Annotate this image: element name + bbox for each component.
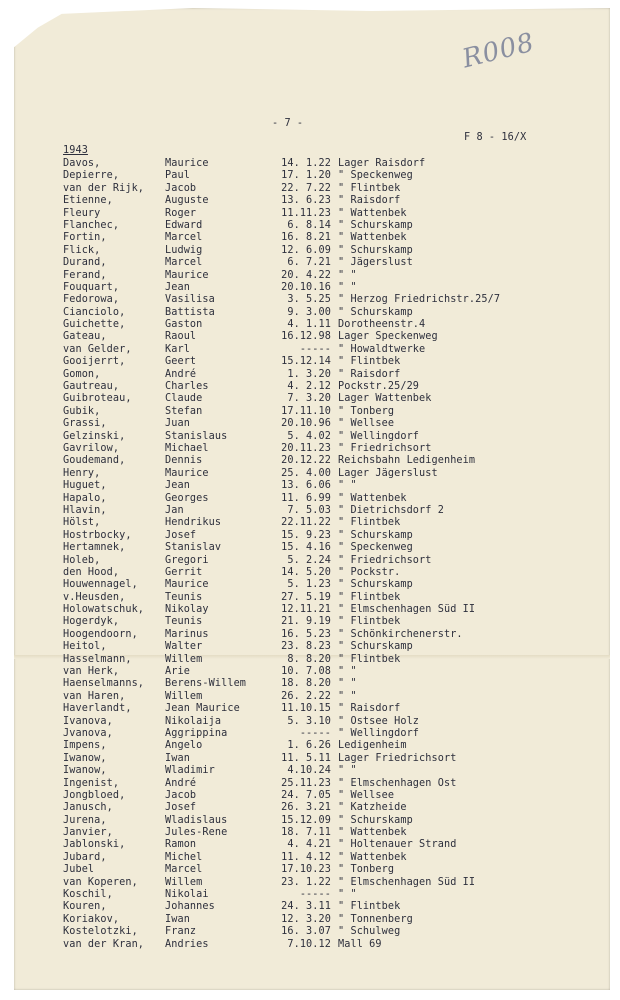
entry-surname: Fedorowa, — [63, 294, 120, 306]
entry-surname: Henry, — [63, 467, 101, 479]
entry-given-name: Aggrippina — [165, 727, 228, 739]
entry-birth-date: 10. 7.08 — [281, 666, 331, 678]
entry-location: " Wattenbek — [338, 207, 407, 219]
entry-surname: Davos, — [63, 158, 101, 169]
entry-location: " Flintbek — [338, 517, 401, 529]
entry-location: " Wellsee — [338, 418, 395, 430]
entry-birth-date: ----- — [299, 343, 331, 355]
entry-location: Ledigenheim — [338, 740, 407, 752]
entry-given-name: Jean — [165, 281, 190, 293]
entry-surname: Huguet, — [63, 480, 107, 492]
entry-location: Lager Speckenweg — [338, 331, 438, 343]
entry-location: Lager Raisdorf — [338, 158, 426, 169]
entry-birth-date: 4. 1.11 — [287, 319, 331, 331]
entry-given-name: Josef — [165, 802, 197, 814]
entry-given-name: Nikolaija — [165, 715, 222, 727]
entry-given-name: Battista — [165, 306, 215, 318]
entry-given-name: Jacob — [165, 182, 197, 194]
entry-given-name: Juan — [165, 418, 190, 430]
entry-surname: Jvanova, — [63, 727, 113, 739]
entry-given-name: Nikolai — [165, 889, 209, 901]
entry-surname: Jablonski, — [63, 839, 126, 851]
entry-surname: v.Heusden, — [63, 591, 126, 603]
entry-surname: van der Kran, — [63, 938, 145, 950]
entry-location: " Schurskamp — [338, 529, 413, 541]
entry-surname: Jongbloed, — [63, 789, 126, 801]
entry-birth-date: 13. 6.23 — [281, 195, 331, 207]
entry-given-name: Wladislaus — [165, 814, 228, 826]
archive-pencil-mark: R008 — [459, 27, 538, 75]
entry-given-name: Michael — [165, 442, 209, 454]
entry-given-name: Roger — [165, 207, 197, 219]
entry-surname: Fleury — [63, 207, 101, 219]
entry-given-name: Marcel — [165, 232, 203, 244]
entry-given-name: Dennis — [165, 455, 203, 467]
entry-given-name: Jacob — [165, 789, 197, 801]
entry-given-name: Edward — [165, 219, 203, 231]
entry-given-name: Hendrikus — [165, 517, 222, 529]
entry-surname: Holowatschuk, — [63, 604, 145, 616]
entry-surname: Hapalo, — [63, 492, 107, 504]
entry-location: " Schurskamp — [338, 641, 413, 653]
entry-surname: Koriakov, — [63, 913, 120, 925]
entry-location: Reichsbahn Ledigenheim — [338, 455, 476, 467]
entry-surname: Janvier, — [63, 827, 113, 839]
entry-birth-date: 8. 8.20 — [287, 653, 331, 665]
entry-birth-date: 7. 5.03 — [287, 504, 331, 516]
entry-birth-date: 6. 7.21 — [287, 257, 331, 269]
entry-location: " Schulweg — [338, 926, 401, 938]
entry-birth-date: 15.12.14 — [281, 356, 331, 368]
entry-surname: Gavrilow, — [63, 442, 120, 454]
entry-location: Lager Friedrichsort — [338, 752, 457, 764]
entry-location: " Friedrichsort — [338, 442, 432, 454]
entry-given-name: Maurice — [165, 269, 209, 281]
entry-birth-date: 22.11.22 — [281, 517, 331, 529]
entry-surname: Holeb, — [63, 554, 101, 566]
entry-surname: Gomon, — [63, 368, 101, 380]
entry-surname: Fouquart, — [63, 281, 120, 293]
entry-birth-date: 20.12.22 — [281, 455, 331, 467]
entry-surname: van Haren, — [63, 690, 126, 702]
entry-given-name: Auguste — [165, 195, 209, 207]
entry-birth-date: 11.11.23 — [281, 207, 331, 219]
entry-given-name: Geert — [165, 356, 197, 368]
entry-surname: Hlavin, — [63, 504, 107, 516]
entry-given-name: Gaston — [165, 319, 203, 331]
entry-given-name: Stefan — [165, 405, 203, 417]
entry-location: " Wattenbek — [338, 827, 407, 839]
entry-birth-date: 12. 3.20 — [281, 913, 331, 925]
entry-birth-date: 22. 7.22 — [281, 182, 331, 194]
entry-given-name: Maurice — [165, 467, 209, 479]
entry-location: " Schurskamp — [338, 244, 413, 256]
entry-given-name: Marcel — [165, 864, 203, 876]
entry-location: " Holtenauer Strand — [338, 839, 457, 851]
entry-birth-date: 11. 4.12 — [281, 851, 331, 863]
entry-birth-date: 12.11.21 — [281, 604, 331, 616]
entry-surname: Hoogendoorn, — [63, 628, 138, 640]
entry-surname: Jubel — [63, 864, 95, 876]
entry-surname: Hasselmann, — [63, 653, 132, 665]
entry-given-name: Raoul — [165, 331, 197, 343]
entry-birth-date: 25.11.23 — [281, 777, 331, 789]
entry-given-name: Arie — [165, 666, 190, 678]
entry-birth-date: 7.10.12 — [287, 938, 331, 950]
entry-surname: Ferand, — [63, 269, 107, 281]
entry-given-name: André — [165, 777, 197, 789]
entry-birth-date: 16. 3.07 — [281, 926, 331, 938]
entry-birth-date: 4.10.24 — [287, 765, 331, 777]
entry-birth-date: 1. 6.26 — [287, 740, 331, 752]
entry-birth-date: 20. 4.22 — [281, 269, 331, 281]
entry-given-name: Josef — [165, 529, 197, 541]
entry-birth-date: 25. 4.00 — [281, 467, 331, 479]
entry-birth-date: 3. 5.25 — [287, 294, 331, 306]
entry-given-name: Jean — [165, 480, 190, 492]
entry-location: " Elmschenhagen Süd II — [338, 876, 476, 888]
entry-birth-date: 17.11.10 — [281, 405, 331, 417]
entry-birth-date: 5. 3.10 — [287, 715, 331, 727]
entry-surname: Hertamnek, — [63, 542, 126, 554]
entry-given-name: Wladimir — [165, 765, 215, 777]
entry-given-name: Charles — [165, 381, 209, 393]
entry-birth-date: 26. 3.21 — [281, 802, 331, 814]
entry-given-name: Iwan — [165, 913, 190, 925]
entry-birth-date: 5. 2.24 — [287, 554, 331, 566]
entry-given-name: Nikolay — [165, 604, 209, 616]
entry-birth-date: 16. 5.23 — [281, 628, 331, 640]
entry-birth-date: 13. 6.06 — [281, 480, 331, 492]
entry-birth-date: 11.10.15 — [281, 703, 331, 715]
entry-location: " Speckenweg — [338, 170, 413, 182]
entry-surname: Gautreau, — [63, 381, 120, 393]
entry-location: " Tonberg — [338, 864, 395, 876]
entry-surname: Fortin, — [63, 232, 107, 244]
entry-birth-date: 17. 1.20 — [281, 170, 331, 182]
entry-birth-date: 15. 4.16 — [281, 542, 331, 554]
entry-surname: Etienne, — [63, 195, 113, 207]
entry-location: " " — [338, 480, 357, 492]
entry-birth-date: 16.12.98 — [281, 331, 331, 343]
entry-location: " Katzheide — [338, 802, 407, 814]
entry-given-name: Willem — [165, 876, 203, 888]
entry-given-name: Stanislav — [165, 542, 222, 554]
entry-given-name: Berens-Willem — [165, 678, 247, 690]
entry-location: " Ostsee Holz — [338, 715, 420, 727]
entry-given-name: Ludwig — [165, 244, 203, 256]
entry-location: Lager Wattenbek — [338, 393, 432, 405]
entry-birth-date: 11. 5.11 — [281, 752, 331, 764]
entry-birth-date: 20.11.23 — [281, 442, 331, 454]
entry-birth-date: 4. 2.12 — [287, 381, 331, 393]
entry-given-name: Ramon — [165, 839, 197, 851]
entry-location: " Speckenweg — [338, 542, 413, 554]
entry-given-name: Franz — [165, 926, 197, 938]
entry-birth-date: 18. 8.20 — [281, 678, 331, 690]
entry-surname: Koschil, — [63, 889, 113, 901]
entry-surname: Kostelotzki, — [63, 926, 138, 938]
entry-birth-date: 15.12.09 — [281, 814, 331, 826]
entry-location: " Jägerslust — [338, 257, 413, 269]
entry-location: " " — [338, 281, 357, 293]
entry-birth-date: 24. 3.11 — [281, 901, 331, 913]
entry-birth-date: 21. 9.19 — [281, 616, 331, 628]
entry-surname: Hogerdyk, — [63, 616, 120, 628]
entry-location: " " — [338, 666, 357, 678]
entry-location: Mall 69 — [338, 938, 382, 950]
entry-surname: Jurena, — [63, 814, 107, 826]
entry-location: " Raisdorf — [338, 703, 401, 715]
entry-location: " Herzog Friedrichstr.25/7 — [338, 294, 501, 306]
entry-surname: Flanchec, — [63, 219, 120, 231]
entry-birth-date: 15. 9.23 — [281, 529, 331, 541]
entry-location: " Flintbek — [338, 356, 401, 368]
entry-surname: Gubik, — [63, 405, 101, 417]
entry-given-name: Maurice — [165, 579, 209, 591]
entry-birth-date: 6. 8.14 — [287, 219, 331, 231]
entry-surname: Cianciolo, — [63, 306, 126, 318]
entry-birth-date: 5. 4.02 — [287, 430, 331, 442]
entry-location: " Raisdorf — [338, 195, 401, 207]
entry-birth-date: ----- — [299, 727, 331, 739]
document-reference: F 8 - 16/X — [464, 132, 527, 143]
entry-surname: Hostrbocky, — [63, 529, 132, 541]
entry-surname: Depierre, — [63, 170, 120, 182]
entry-birth-date: 23. 8.23 — [281, 641, 331, 653]
entry-surname: van Gelder, — [63, 343, 132, 355]
entry-surname: Flick, — [63, 244, 101, 256]
entry-location: " Elmschenhagen Ost — [338, 777, 457, 789]
entry-birth-date: 4. 4.21 — [287, 839, 331, 851]
entry-location: " Flintbek — [338, 591, 401, 603]
entry-birth-date: 20.10.16 — [281, 281, 331, 293]
entry-location: " Dietrichsdorf 2 — [338, 504, 444, 516]
year-heading: 1943 — [63, 145, 88, 156]
entry-given-name: Jules-Rene — [165, 827, 228, 839]
entry-surname: Guibroteau, — [63, 393, 132, 405]
entry-surname: Goudemand, — [63, 455, 126, 467]
entry-given-name: Gregori — [165, 554, 209, 566]
entry-location: " Friedrichsort — [338, 554, 432, 566]
entry-given-name: Johannes — [165, 901, 215, 913]
entry-birth-date: 11. 6.99 — [281, 492, 331, 504]
entry-location: " Wellingdorf — [338, 727, 420, 739]
entry-birth-date: 23. 1.22 — [281, 876, 331, 888]
entry-location: " Wattenbek — [338, 232, 407, 244]
entry-location: " Tonnenberg — [338, 913, 413, 925]
entry-location: Pockstr.25/29 — [338, 381, 420, 393]
entry-given-name: André — [165, 368, 197, 380]
entry-location: Lager Jägerslust — [338, 467, 438, 479]
entry-location: " Wattenbek — [338, 851, 407, 863]
entry-birth-date: 12. 6.09 — [281, 244, 331, 256]
entry-location: " Schönkirchenerstr. — [338, 628, 463, 640]
entry-given-name: Teunis — [165, 616, 203, 628]
entry-surname: den Hood, — [63, 566, 120, 578]
entry-location: " Schurskamp — [338, 814, 413, 826]
entry-surname: Ivanova, — [63, 715, 113, 727]
entry-given-name: Walter — [165, 641, 203, 653]
entry-surname: Kouren, — [63, 901, 107, 913]
entry-birth-date: 16. 8.21 — [281, 232, 331, 244]
entry-location: " Flintbek — [338, 901, 401, 913]
entry-birth-date: 1. 3.20 — [287, 368, 331, 380]
entry-birth-date: 5. 1.23 — [287, 579, 331, 591]
entry-birth-date: 24. 7.05 — [281, 789, 331, 801]
entry-given-name: Iwan — [165, 752, 190, 764]
entry-birth-date: 18. 7.11 — [281, 827, 331, 839]
entry-surname: Gateau, — [63, 331, 107, 343]
entry-given-name: Karl — [165, 343, 190, 355]
entry-surname: Guichette, — [63, 319, 126, 331]
entry-surname: Gooijerrt, — [63, 356, 126, 368]
entry-location: " Raisdorf — [338, 368, 401, 380]
entry-location: " Wellsee — [338, 789, 395, 801]
entry-given-name: Teunis — [165, 591, 203, 603]
entry-birth-date: 27. 5.19 — [281, 591, 331, 603]
entry-location: " Elmschenhagen Süd II — [338, 604, 476, 616]
entry-location: " Schurskamp — [338, 306, 413, 318]
entry-surname: van Koperen, — [63, 876, 138, 888]
entry-surname: Hölst, — [63, 517, 101, 529]
entry-given-name: Stanislaus — [165, 430, 228, 442]
page-number: - 7 - — [272, 118, 304, 129]
entry-surname: Heitol, — [63, 641, 107, 653]
entry-given-name: Angelo — [165, 740, 203, 752]
entry-given-name: Jan — [165, 504, 184, 516]
entry-location: " Wattenbek — [338, 492, 407, 504]
entry-location: " " — [338, 889, 357, 901]
entry-given-name: Andries — [165, 938, 209, 950]
entry-given-name: Marcel — [165, 257, 203, 269]
entry-given-name: Maurice — [165, 158, 209, 169]
entry-surname: Durand, — [63, 257, 107, 269]
entry-location: " " — [338, 690, 357, 702]
entry-location: " " — [338, 678, 357, 690]
entry-surname: Iwanow, — [63, 752, 107, 764]
entry-given-name: Willem — [165, 690, 203, 702]
entry-location: " " — [338, 269, 357, 281]
entry-birth-date: 17.10.23 — [281, 864, 331, 876]
entry-given-name: Willem — [165, 653, 203, 665]
entry-location: " Flintbek — [338, 653, 401, 665]
entry-location: " Schurskamp — [338, 579, 413, 591]
entry-location: " Flintbek — [338, 616, 401, 628]
entry-surname: Janusch, — [63, 802, 113, 814]
entry-surname: Haverlandt, — [63, 703, 132, 715]
entry-birth-date: 14. 5.20 — [281, 566, 331, 578]
entry-given-name: Michel — [165, 851, 203, 863]
entry-location: " Flintbek — [338, 182, 401, 194]
entry-location: " Wellingdorf — [338, 430, 420, 442]
entry-location: " Pockstr. — [338, 566, 401, 578]
entry-surname: Gelzinski, — [63, 430, 126, 442]
entry-location: " Tonberg — [338, 405, 395, 417]
entry-given-name: Marinus — [165, 628, 209, 640]
entry-location: " Howaldtwerke — [338, 343, 426, 355]
entry-location: Dorotheenstr.4 — [338, 319, 426, 331]
entry-given-name: Paul — [165, 170, 190, 182]
entry-birth-date: ----- — [299, 889, 331, 901]
entry-surname: Ingenist, — [63, 777, 120, 789]
entry-surname: Impens, — [63, 740, 107, 752]
entry-birth-date: 20.10.96 — [281, 418, 331, 430]
entry-given-name: Claude — [165, 393, 203, 405]
entry-location: " " — [338, 765, 357, 777]
entry-surname: Jubard, — [63, 851, 107, 863]
entry-surname: Grassi, — [63, 418, 107, 430]
entry-birth-date: 14. 1.22 — [281, 158, 331, 169]
entry-surname: van Herk, — [63, 666, 120, 678]
entry-given-name: Georges — [165, 492, 209, 504]
entry-birth-date: 26. 2.22 — [281, 690, 331, 702]
entry-surname: van der Rijk, — [63, 182, 145, 194]
entry-surname: Iwanow, — [63, 765, 107, 777]
entry-given-name: Vasilisa — [165, 294, 215, 306]
entry-surname: Haenselmanns, — [63, 678, 145, 690]
entry-given-name: Jean Maurice — [165, 703, 240, 715]
entry-given-name: Gerrit — [165, 566, 203, 578]
entry-location: " Schurskamp — [338, 219, 413, 231]
entry-surname: Houwennagel, — [63, 579, 138, 591]
entry-birth-date: 9. 3.00 — [287, 306, 331, 318]
entry-birth-date: 7. 3.20 — [287, 393, 331, 405]
